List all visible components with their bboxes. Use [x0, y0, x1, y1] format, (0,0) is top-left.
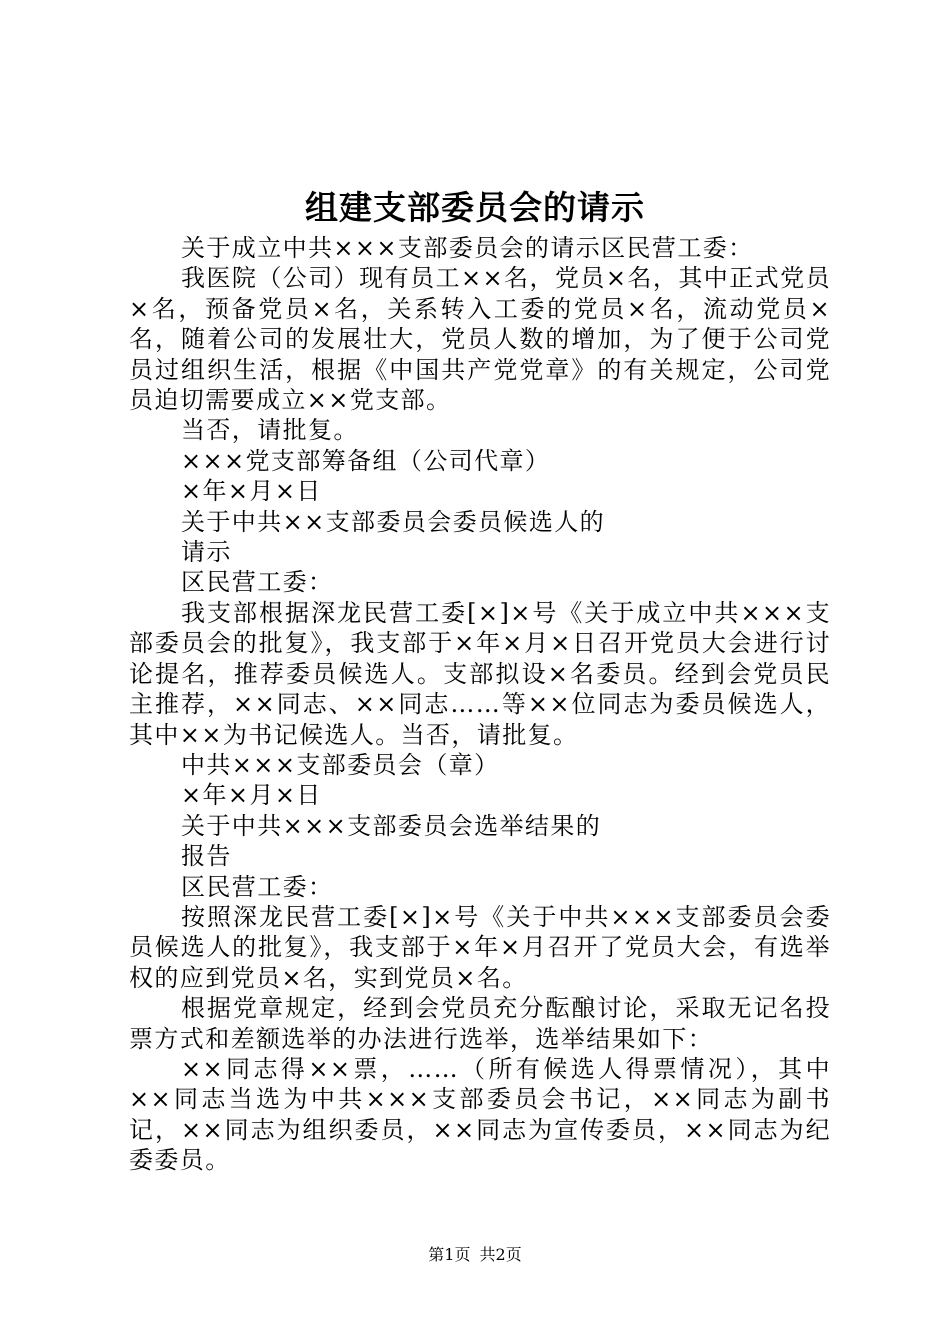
paragraph: ×年×月×日: [181, 781, 322, 810]
document-body: [129, 233, 831, 1176]
paragraph: 当否，请批复。: [181, 416, 359, 445]
paragraph: 我医院（公司）现有员工××名，党员×名，其中正式党员×名，预备党员×名，关系转入工委的党员×名，流动党员×名，随着公司的发展壮大，党员人数的增加，为了便于公司党员过组织生活，根据《中国共产党党章》的有关规定，公司党员迫切需要成立××党支部。: [129, 264, 831, 415]
page-number: 第1页: [428, 1245, 471, 1264]
page-footer: [0, 1244, 950, 1266]
paragraph: 根据党章规定，经到会党员充分酝酿讨论，采取无记名投票方式和差额选举的办法进行选举，选举结果如下：: [129, 994, 831, 1053]
paragraph: 请示: [181, 538, 232, 567]
paragraph: 关于中共××支部委员会委员候选人的: [181, 507, 606, 536]
paragraph: 中共×××支部委员会（章）: [181, 750, 500, 779]
paragraph: 区民营工委：: [181, 872, 334, 901]
paragraph: 关于中共×××支部委员会选举结果的: [181, 811, 602, 840]
document-title: 组建支部委员会的请示: [305, 188, 645, 227]
paragraph: ×××党支部筹备组（公司代章）: [181, 446, 551, 475]
paragraph: 我支部根据深龙民营工委[×]×号《关于成立中共×××支部委员会的批复》，我支部于×年×月×日召开党员大会进行讨论提名，推荐委员候选人。支部拟设×名委员。经到会党员民主推荐，××同志、××同志……等××位同志为委员候选人，其中××为书记候选人。当否，请批复。: [129, 598, 831, 749]
paragraph: 按照深龙民营工委[×]×号《关于中共×××支部委员会委员候选人的批复》，我支部于×年×月召开了党员大会，有选举权的应到党员×名，实到党员×名。: [129, 902, 831, 992]
paragraph: 区民营工委：: [181, 568, 334, 597]
paragraph: ×年×月×日: [181, 477, 322, 506]
paragraph: 报告: [181, 842, 232, 871]
page-total: 共2页: [479, 1245, 522, 1264]
paragraph: 关于成立中共×××支部委员会的请示区民营工委：: [181, 234, 754, 262]
paragraph: ××同志得××票，……（所有候选人得票情况），其中××同志当选为中共×××支部委员会书记，××同志为副书记，××同志为组织委员，××同志为宣传委员，××同志为纪委委员。: [129, 1054, 831, 1175]
